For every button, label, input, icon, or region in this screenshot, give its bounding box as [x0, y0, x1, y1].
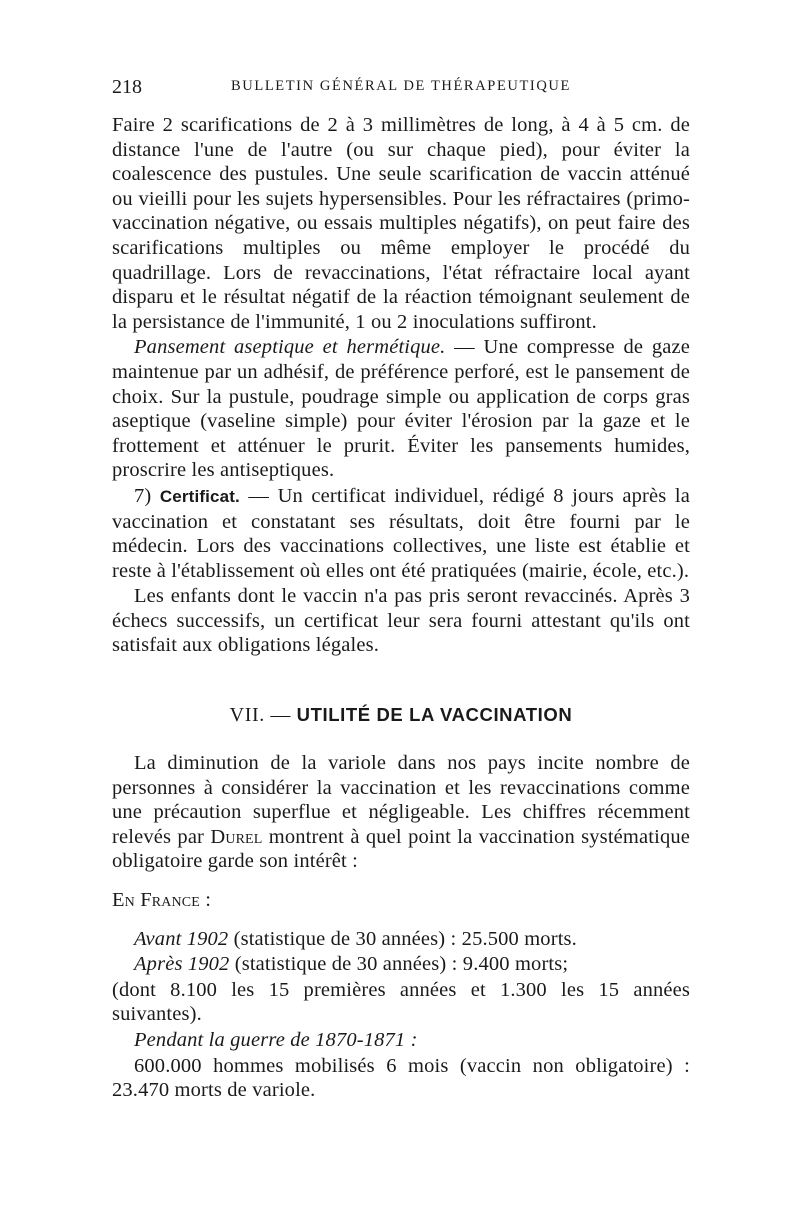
certificat-heading: Certificat.	[159, 486, 240, 506]
paragraph-revaccination: Les enfants dont le vaccin n'a pas pris seront revaccinés. Après 3 échecs successifs, un certificat leur sera fourni attestant qu'ils ont satisfait aux obligations légales.	[112, 585, 690, 657]
stat-guerre-heading	[112, 1028, 690, 1053]
stat-guerre-text	[112, 1054, 690, 1103]
stat-guerre-value: 600.000 hommes mobilisés 6 mois (vaccin non obligatoire) : 23.470 morts de variole.	[112, 1054, 690, 1102]
diminution-text-end: montrent à quel point la vaccination systématique obligatoire garde son intérêt :	[112, 825, 690, 873]
certificat-text: — Un certificat individuel, rédigé 8 jours après la vaccination et constatant ses résultats, doit être fourni par le médecin. Lors des vaccinations collectives, une liste est établie et reste à l'établissement où elles ont été pratiquées (mairie, école, etc.).	[112, 484, 690, 582]
pansement-heading: Pansement aseptique et hermétique.	[134, 336, 446, 359]
author-name: Durel	[210, 825, 263, 848]
stat-detail: (dont 8.100 les 15 premières années et 1.300 les 15 années suivantes).	[112, 978, 690, 1026]
stat-apres-label: Après 1902	[134, 953, 230, 976]
page-number: 218	[112, 76, 142, 98]
stat-avant-1902	[112, 927, 690, 952]
certificat-number: 7)	[134, 484, 160, 507]
pansement-text: — Une compresse de gaze maintenue par un adhésif, de préférence perforé, est le pansement de choix. Sur la pustule, poudrage simple ou application de corps gras aseptique (vaseline simple) pour éviter l'érosion par la gaze et le frottement et atténuer le prurit. Éviter les pansements humides, proscrire les antiseptiques.	[112, 336, 690, 482]
stat-apres-text: (statistique de 30 années) : 9.400 morts;	[229, 953, 569, 976]
france-label: En France :	[112, 889, 212, 912]
diminution-text-start: La diminution de la variole dans nos pays incite nombre de personnes à considérer la vaccination et les revaccinations comme une précaution superflue et négligeable. Les chiffres récemment relevés par	[112, 752, 690, 848]
stat-avant-label: Avant 1902	[134, 927, 229, 950]
spacer	[112, 913, 690, 927]
paragraph-diminution	[112, 751, 690, 874]
stat-guerre-label: Pendant la guerre de 1870-1871 :	[134, 1029, 418, 1051]
paragraph-scarifications: Faire 2 scarifications de 2 à 3 millimètres de long, à 4 à 5 cm. de distance l'une de l'autre (ou sur chaque pied), pour éviter la coalescence des pustules. Une seule scarification de vaccin atténué ou vieilli pour les sujets hypersensibles. Pour les réfractaires (primo-vaccination négative, ou essais multiples négatifs), on peut faire des scarifications multiples ou même employer le procédé du quadrillage. Lors de revaccinations, l'état réfractaire local ayant disparu et le résultat négatif de la réaction témoignant seulement de la persistance de l'immunité, 1 ou 2 inoculations suffiront.	[112, 114, 690, 333]
paragraph-pansement	[112, 335, 690, 483]
section-title: UTILITÉ DE LA VACCINATION	[296, 704, 573, 726]
spacer	[112, 874, 690, 888]
page-body	[112, 113, 690, 1103]
running-header	[112, 70, 690, 102]
stat-apres-1902	[112, 952, 690, 977]
section-number: VII. —	[229, 704, 297, 727]
section-heading	[112, 704, 690, 727]
running-title: BULLETIN GÉNÉRAL DE THÉRAPEUTIQUE	[231, 78, 571, 94]
stat-avant-text: (statistique de 30 années) : 25.500 morts.	[228, 927, 577, 950]
paragraph-certificat	[112, 484, 690, 583]
